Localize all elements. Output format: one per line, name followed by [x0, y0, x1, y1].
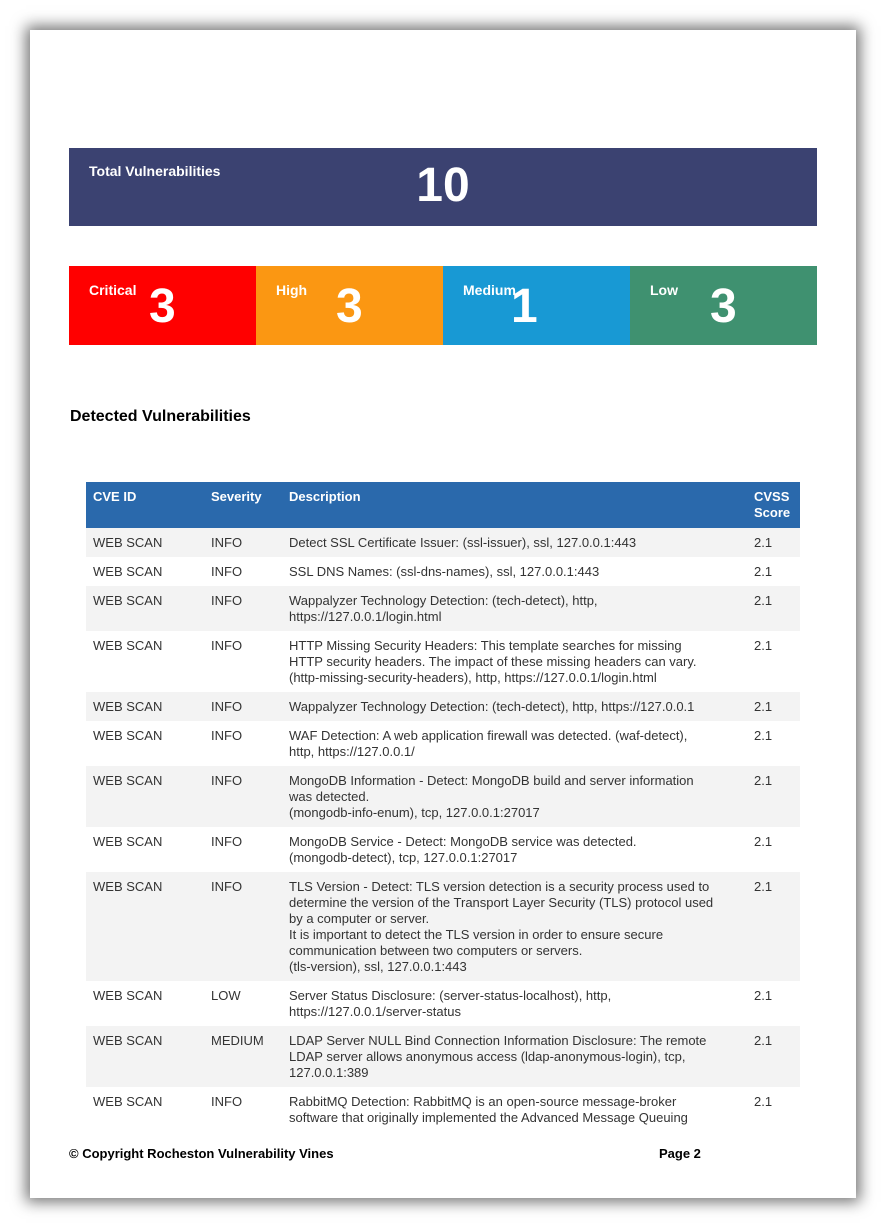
column-header-cvss-score: CVSS Score [747, 482, 800, 528]
table-row [86, 981, 800, 1026]
cvss-score-cell: 2.1 [747, 528, 800, 557]
cve-id-cell: WEB SCAN [86, 981, 204, 1026]
severity-cell: INFO [204, 872, 282, 981]
cvss-score-cell: 2.1 [747, 586, 800, 631]
cvss-score-cell: 2.1 [747, 692, 800, 721]
report-page [30, 30, 856, 1198]
cvss-score-cell: 2.1 [747, 631, 800, 692]
severity-low-count: 3 [710, 280, 737, 333]
cvss-score-cell: 2.1 [747, 721, 800, 766]
severity-cell: INFO [204, 1087, 282, 1132]
table-body [86, 528, 800, 1132]
cve-id-cell: WEB SCAN [86, 557, 204, 586]
description-cell: TLS Version - Detect: TLS version detection is a security process used to determine the version of the Transport Layer Security (TLS) protocol used by a computer or server. It is important to detect the TLS version in order to ensure secure communication between two computers or servers. (tls-version), ssl, 127.0.0.1:443 [282, 872, 747, 981]
cvss-score-cell: 2.1 [747, 827, 800, 872]
description-cell: LDAP Server NULL Bind Connection Information Disclosure: The remote LDAP server allows anonymous access (ldap-anonymous-login), tcp, 127.0.0.1:389 [282, 1026, 747, 1087]
cve-id-cell: WEB SCAN [86, 528, 204, 557]
table-row [86, 528, 800, 557]
table-header-row [86, 482, 800, 528]
severity-summary-row [69, 266, 817, 345]
severity-critical-panel [69, 266, 256, 345]
section-title: Detected Vulnerabilities [70, 408, 251, 425]
column-header-severity: Severity [204, 482, 282, 528]
severity-cell: MEDIUM [204, 1026, 282, 1087]
column-header-cve-id: CVE ID [86, 482, 204, 528]
severity-cell: LOW [204, 981, 282, 1026]
column-header-description: Description [282, 482, 747, 528]
severity-cell: INFO [204, 557, 282, 586]
table-row [86, 872, 800, 981]
severity-critical-count: 3 [149, 280, 176, 333]
cve-id-cell: WEB SCAN [86, 631, 204, 692]
severity-cell: INFO [204, 528, 282, 557]
description-cell: HTTP Missing Security Headers: This template searches for missing HTTP security headers. The impact of these missing headers can vary. (http-missing-security-headers), http, https://127.0.0.1/login.html [282, 631, 747, 692]
total-vulnerabilities-panel [69, 148, 817, 226]
total-vulnerabilities-label: Total Vulnerabilities [89, 163, 221, 179]
table-row [86, 1026, 800, 1087]
cvss-score-cell: 2.1 [747, 872, 800, 981]
cvss-score-cell: 2.1 [747, 981, 800, 1026]
cvss-score-cell: 2.1 [747, 557, 800, 586]
total-vulnerabilities-count: 10 [416, 159, 470, 212]
cvss-score-cell: 2.1 [747, 766, 800, 827]
table-row [86, 692, 800, 721]
severity-medium-label: Medium [463, 282, 516, 298]
description-cell: SSL DNS Names: (ssl-dns-names), ssl, 127.0.0.1:443 [282, 557, 747, 586]
severity-cell: INFO [204, 692, 282, 721]
footer-page-number: Page 2 [659, 1146, 701, 1161]
table-row [86, 1087, 800, 1132]
cve-id-cell: WEB SCAN [86, 721, 204, 766]
table-row [86, 827, 800, 872]
cve-id-cell: WEB SCAN [86, 586, 204, 631]
severity-high-label: High [276, 282, 308, 298]
table-row [86, 557, 800, 586]
description-cell: Detect SSL Certificate Issuer: (ssl-issuer), ssl, 127.0.0.1:443 [282, 528, 747, 557]
severity-low-panel [630, 266, 817, 345]
table-row [86, 586, 800, 631]
severity-cell: INFO [204, 586, 282, 631]
description-cell: WAF Detection: A web application firewall was detected. (waf-detect), http, https://127.0.0.1/ [282, 721, 747, 766]
cve-id-cell: WEB SCAN [86, 827, 204, 872]
severity-cell: INFO [204, 827, 282, 872]
cvss-score-cell: 2.1 [747, 1026, 800, 1087]
severity-medium-count: 1 [511, 280, 538, 333]
severity-high-count: 3 [336, 280, 363, 333]
description-cell: MongoDB Service - Detect: MongoDB service was detected. (mongodb-detect), tcp, 127.0.0.1:27017 [282, 827, 747, 872]
severity-low-label: Low [650, 282, 678, 298]
footer-copyright: © Copyright Rocheston Vulnerability Vines [69, 1146, 334, 1161]
table-row [86, 631, 800, 692]
description-cell: Server Status Disclosure: (server-status-localhost), http, https://127.0.0.1/server-status [282, 981, 747, 1026]
cve-id-cell: WEB SCAN [86, 1026, 204, 1087]
severity-cell: INFO [204, 721, 282, 766]
description-cell: RabbitMQ Detection: RabbitMQ is an open-source message-broker software that originally implemented the Advanced Message Queuing [282, 1087, 747, 1132]
cve-id-cell: WEB SCAN [86, 766, 204, 827]
description-cell: Wappalyzer Technology Detection: (tech-detect), http, https://127.0.0.1 [282, 692, 747, 721]
severity-medium-panel [443, 266, 630, 345]
description-cell: Wappalyzer Technology Detection: (tech-detect), http, https://127.0.0.1/login.html [282, 586, 747, 631]
description-cell: MongoDB Information - Detect: MongoDB build and server information was detected. (mongodb-info-enum), tcp, 127.0.0.1:27017 [282, 766, 747, 827]
cve-id-cell: WEB SCAN [86, 692, 204, 721]
severity-critical-label: Critical [89, 282, 137, 298]
table-row [86, 721, 800, 766]
page-content [30, 30, 856, 1134]
table-row [86, 766, 800, 827]
cve-id-cell: WEB SCAN [86, 1087, 204, 1132]
cvss-score-cell: 2.1 [747, 1087, 800, 1132]
vulnerabilities-table [86, 482, 800, 1132]
severity-high-panel [256, 266, 443, 345]
severity-cell: INFO [204, 631, 282, 692]
cve-id-cell: WEB SCAN [86, 872, 204, 981]
severity-cell: INFO [204, 766, 282, 827]
